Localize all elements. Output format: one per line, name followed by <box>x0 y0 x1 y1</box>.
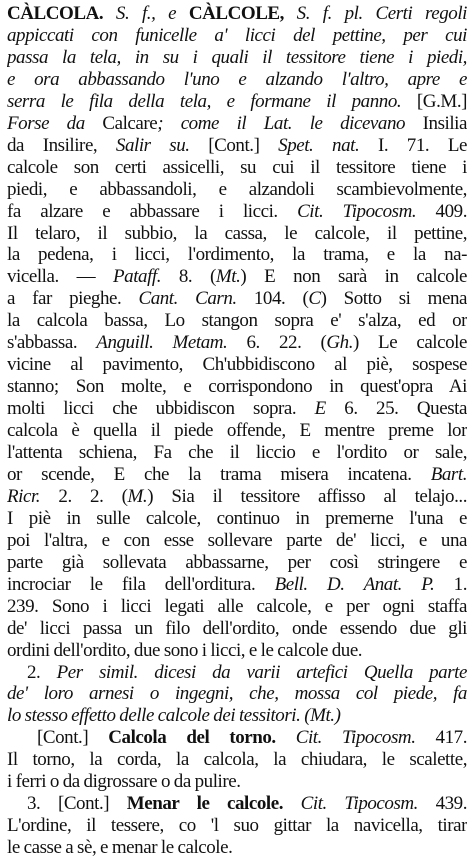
text-run: parte già sollevata abbassarne, per così stringere e <box>7 551 467 573</box>
text-run: fa alzare e abbassare i licci. <box>7 200 298 222</box>
italic-text: appiccati con funicelle a' licci del pettine, per cui <box>7 24 467 46</box>
text-run: s'abbassa. <box>7 332 97 354</box>
italic-text: Mt. <box>215 266 241 288</box>
text-run: 417. <box>435 727 467 749</box>
text-run: la calcola bassa, Lo stangon sopra e' s'alza, ed or <box>7 310 467 332</box>
text-run: [Cont.] <box>37 727 109 749</box>
text-run: 6. 25. Questa <box>344 398 467 420</box>
italic-text: Per simil. dicesi da varii artefici Quella parte <box>56 661 467 683</box>
text-run: de' licci passa un filo dell'ordito, onde essendo due gli <box>7 617 467 639</box>
italic-text: de' loro arnesi o ingegni, che, mossa col piede, fa <box>7 683 467 705</box>
headword: CÀLCOLA. <box>7 3 116 24</box>
text-run: vicella. — <box>7 266 113 288</box>
italic-text: S. f. pl. Certi regoli <box>296 3 467 24</box>
text-run: 239. Sono i licci legati alle calcole, e per ogni staffa <box>7 595 467 617</box>
text-run: incrociar le fila dell'orditura. <box>7 573 275 595</box>
text-run: [G.M.] <box>416 90 467 112</box>
text-line <box>27 661 467 685</box>
headword: Menar le calcole. <box>126 793 301 815</box>
text-line <box>7 353 467 377</box>
italic-text: ; come il Lat. le dicevano <box>157 112 423 134</box>
text-line <box>7 178 467 202</box>
italic-text: Pataff. <box>112 266 179 288</box>
text-line <box>7 243 467 267</box>
text-line <box>7 748 467 772</box>
text-run: i ferri o da digrossare o da pulire. <box>7 771 241 793</box>
italic-text: Spet. nat. <box>278 134 378 156</box>
italic-text: Bell. D. Anat. P. <box>274 573 454 595</box>
text-line <box>7 814 467 838</box>
text-line <box>7 682 467 706</box>
text-line <box>7 507 467 531</box>
headword: Calcola del torno. <box>108 727 296 749</box>
text-line <box>7 309 467 333</box>
text-run: 2. <box>27 661 57 683</box>
italic-text: e ora abbassando l'uno e alzando l'altro, apre e <box>7 68 467 90</box>
text-run: piedi, e abbassandoli, e alzandoli scambievolmente, <box>7 178 467 200</box>
text-run: calcola è quella il piede offende, E mentre preme lor <box>7 420 467 442</box>
text-run: 2. 2. ( <box>58 485 128 507</box>
text-run: 6. 22. ( <box>246 332 327 354</box>
italic-text: Cit. Tipocosm. <box>300 793 436 815</box>
headword: CÀLCOLE, <box>188 3 297 24</box>
italic-text: Cit. Tipocosm. <box>297 200 436 222</box>
italic-text: C <box>308 288 321 310</box>
text-run: a far pieghe. <box>7 288 139 310</box>
text-run: [Cont.] <box>208 134 279 156</box>
text-line <box>27 792 467 816</box>
italic-text: Forse da <box>7 112 103 134</box>
text-run: Calcare <box>102 112 158 134</box>
text-line <box>7 287 467 311</box>
text-run: la pedena, i licci, l'ordimento, la trama, e la na- <box>7 244 467 266</box>
text-line <box>7 200 467 224</box>
text-line <box>7 551 467 575</box>
italic-text: S. f., e <box>115 3 189 24</box>
italic-text: Gh. <box>326 332 354 354</box>
text-run: da Insilire, <box>7 134 116 156</box>
text-run: Il telaro, il subbio, la cassa, le calcole, il pettine, <box>7 222 467 244</box>
text-line <box>7 770 467 794</box>
italic-text: Salir su. <box>115 134 209 156</box>
text-run: 8. ( <box>178 266 216 288</box>
text-line <box>7 375 467 399</box>
text-line <box>7 704 467 728</box>
text-run: ) Le calcole <box>353 332 467 354</box>
text-run: Insilia <box>422 112 467 134</box>
text-run: Il torno, la corda, la calcola, la chiudara, le scalette, <box>7 749 467 771</box>
text-line <box>7 836 467 860</box>
italic-text: Anguill. Metam. <box>96 332 247 354</box>
text-line <box>7 485 467 509</box>
italic-text: serra le fila della tela, e formane il panno. <box>7 90 417 112</box>
text-line <box>7 112 467 136</box>
text-line <box>7 24 467 48</box>
text-run: molti licci che ubbidiscon sopra. <box>7 398 315 420</box>
text-line <box>7 529 467 553</box>
text-run: 104. ( <box>253 288 309 310</box>
text-line <box>7 90 467 114</box>
text-run: calcole son certi assicelli, su cui il tessitore tiene i <box>7 156 467 178</box>
text-line <box>7 68 467 92</box>
text-run: 1. <box>453 573 467 595</box>
italic-text: lo stesso effetto delle calcole dei tessitori. (Mt.) <box>7 705 341 727</box>
text-run: 439. <box>435 793 467 815</box>
text-line <box>7 463 467 487</box>
text-run: 3. [Cont.] <box>27 793 127 815</box>
text-line <box>7 595 467 619</box>
italic-text: Cant. Carn. <box>138 288 254 310</box>
text-line <box>7 419 467 443</box>
text-line <box>7 222 467 246</box>
text-run: poi l'altra, e con esse sollevare parte de' licci, e una <box>7 529 467 551</box>
italic-text: Cit. Tipocosm. <box>295 727 436 749</box>
text-line <box>7 265 467 289</box>
text-run: vicine al pavimento, Ch'ubbidiscono al piè, sospese <box>7 354 467 376</box>
italic-text: E <box>314 398 345 420</box>
italic-text: passa la tela, in su i quali il tessitore tiene i piedi, <box>7 46 467 68</box>
text-run: l'attenta schiena, Fa che il liccio e l'ordito or sale, <box>7 442 467 463</box>
text-line <box>7 134 467 158</box>
text-line <box>7 331 467 355</box>
text-line <box>7 46 467 70</box>
text-line <box>7 617 467 641</box>
text-line <box>7 441 467 465</box>
text-line <box>7 156 467 180</box>
text-run: ordini dell'ordito, due sono i licci, e le calcole due. <box>7 639 363 661</box>
text-run: le casse a sè, e menar le calcole. <box>7 837 233 859</box>
text-line <box>37 726 467 750</box>
italic-text: Ricr. <box>7 485 59 507</box>
text-run: ) Sia il tessitore affisso al telajo... <box>147 485 467 507</box>
text-line <box>7 2 467 26</box>
text-line <box>7 397 467 421</box>
text-line <box>7 573 467 597</box>
text-run: stanno; Son molte, e corrispondono in quest'opra Ai <box>7 376 467 398</box>
text-run: ) E non sarà in calcole <box>240 266 467 288</box>
italic-text: Bart. <box>430 463 467 485</box>
text-line <box>7 639 467 663</box>
italic-text: M. <box>127 485 148 507</box>
text-run: or scende, E che la trama misera incatena. <box>7 463 431 485</box>
text-run: I. 71. Le <box>377 134 467 156</box>
text-run: I piè in sulle calcole, continuo in premerne l'una e <box>7 507 467 529</box>
text-run: ) Sotto si mena <box>320 288 467 310</box>
text-run: 409. <box>435 200 467 222</box>
text-run: L'ordine, il tessere, co 'l suo gittar la navicella, tirar <box>7 815 467 837</box>
